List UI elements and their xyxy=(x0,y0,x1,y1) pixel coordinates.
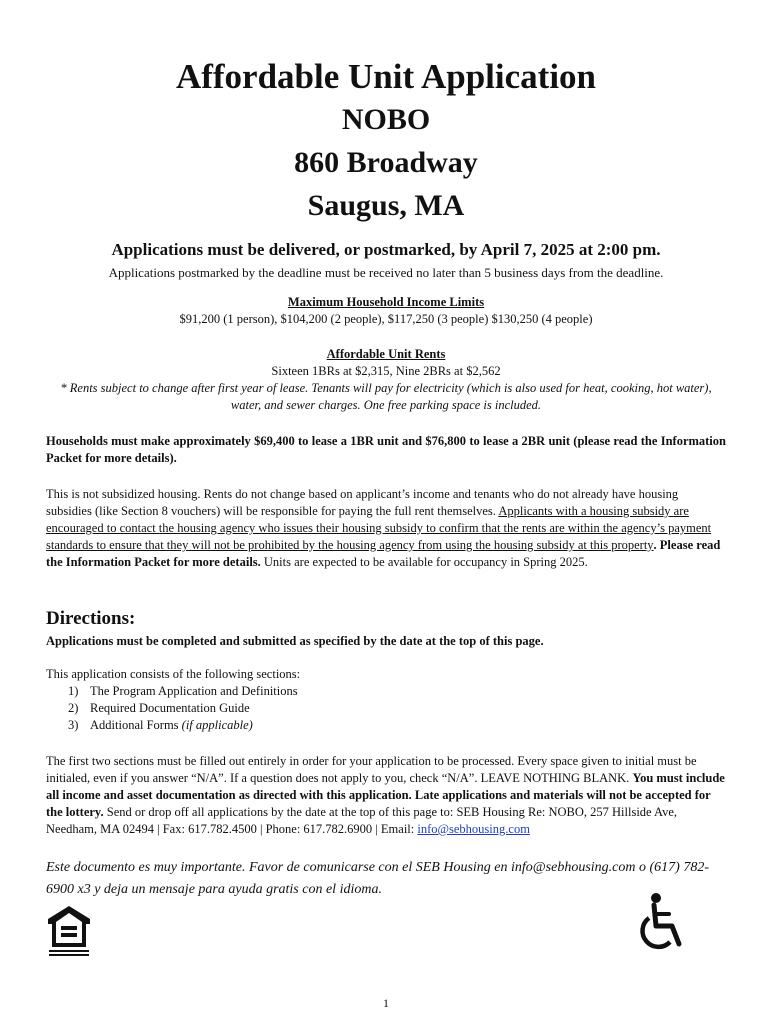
list-item xyxy=(68,683,298,700)
property-name: NOBO xyxy=(341,103,431,136)
page-title: Affordable Unit Application xyxy=(175,57,597,96)
list-label: The Program Application and Definitions xyxy=(90,684,298,698)
instructions-paragraph xyxy=(46,753,726,838)
directions-heading: Directions: xyxy=(46,608,136,629)
equal-housing-opportunity-icon xyxy=(46,905,92,957)
sections-intro: This application consists of the following sections: xyxy=(46,667,301,681)
list-item xyxy=(68,717,298,734)
list-note: (if applicable) xyxy=(181,718,253,732)
instructions-text: The first two sections must be filled out entirely in order for your application to be processed. Every space given to initial must be initialed, even if you answer “N/A”. If a question does not apply to you, check “N/A”. LEAVE NOTHING BLANK. xyxy=(46,754,697,785)
rents-heading: Affordable Unit Rents xyxy=(326,347,446,361)
directions-intro: Applications must be completed and submitted as specified by the date at the top of this page. xyxy=(46,634,544,648)
income-limits: $91,200 (1 person), $104,200 (2 people), $117,250 (3 people) $130,250 (4 people) xyxy=(179,312,593,326)
income-limits-heading: Maximum Household Income Limits xyxy=(287,295,485,309)
rents-note: * Rents subject to change after first year of lease. Tenants will pay for electricity (which is also used for heat, cooking, hot water), water, and sewer charges. One free parking space is included. xyxy=(60,381,712,412)
subsidy-text-1: This is not subsidized housing. Rents do not change based on applicant’s income and tenants who do not already have housing subsidies (like Section 8 vouchers) will be responsible for paying the full rent themselves. xyxy=(46,487,679,518)
list-label: Additional Forms xyxy=(90,718,182,732)
sections-list xyxy=(68,683,298,734)
list-number: 2) xyxy=(68,701,79,715)
subsidy-text-4: Units are expected to be available for occupancy in Spring 2025. xyxy=(260,555,588,569)
instructions-bold-text: You must include all income and asset documentation as directed with this application. Late applications and materials will not be accepted for the lottery. xyxy=(46,771,725,819)
list-number: 1) xyxy=(68,684,79,698)
page-number: 1 xyxy=(383,996,389,1010)
subsidy-text-2: Applicants with a housing subsidy are encouraged to contact the housing agency who issues their housing subsidy to confirm that the rents are within the agency’s payment standards to ensure that they will not be prohibited by the housing agency from using the housing subsidy at this property xyxy=(46,504,712,552)
email-link[interactable]: info@sebhousing.com xyxy=(417,822,530,836)
deadline-notice: Applications must be delivered, or postmarked, by April 7, 2025 at 2:00 pm. xyxy=(111,240,661,259)
household-income-requirement: Households must make approximately $69,400 to lease a 1BR unit and $76,800 to lease a 2BR unit (please read the Information Packet for more details). xyxy=(46,434,726,465)
property-street: 860 Broadway xyxy=(294,146,478,179)
rents-units: Sixteen 1BRs at $2,315, Nine 2BRs at $2,562 xyxy=(271,364,501,378)
list-label: Required Documentation Guide xyxy=(90,701,250,715)
wheelchair-accessibility-icon xyxy=(636,892,686,954)
subsidy-paragraph xyxy=(46,486,726,571)
postmark-note: Applications postmarked by the deadline must be received no later than 5 business days from the deadline. xyxy=(108,265,664,280)
list-number: 3) xyxy=(68,718,79,732)
subsidy-text-3: . Please read the Information Packet for more details. xyxy=(46,538,721,569)
spanish-notice: Este documento es muy importante. Favor de comunicarse con el SEB Housing en info@sebhousing.com o (617) 782-6900 x3 y deja un mensaje para ayuda gratis con el idioma. xyxy=(46,860,709,897)
contact-info: Send or drop off all applications by the date at the top of this page to: SEB Housing Re: NOBO, 257 Hillside Ave, Needham, MA 02494 | Fax: 617.782.4500 | Phone: 617.782.6900 | Email: xyxy=(46,805,678,836)
property-city: Saugus, MA xyxy=(307,189,465,222)
list-item xyxy=(68,700,298,717)
